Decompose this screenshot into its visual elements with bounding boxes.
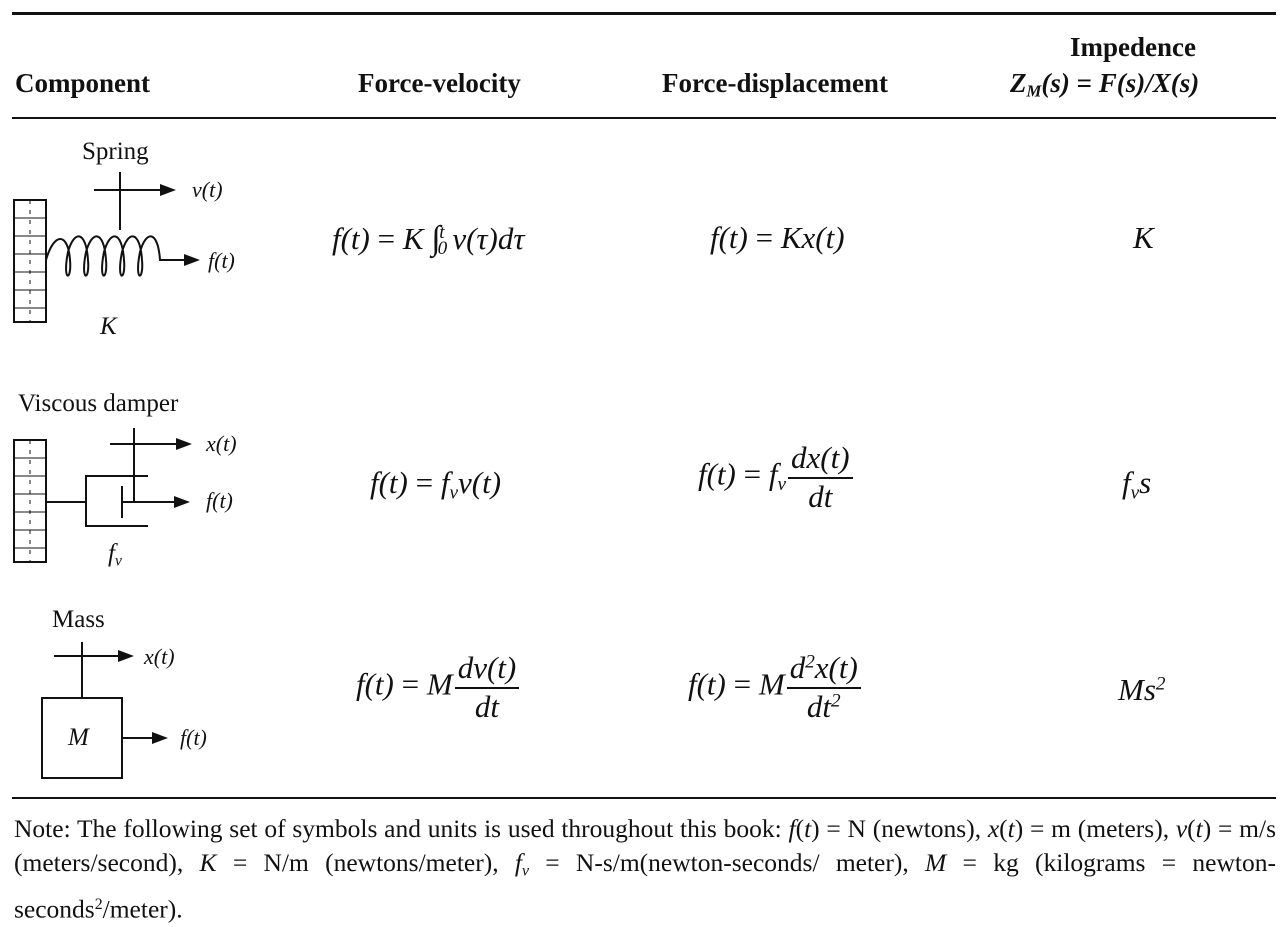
bottom-rule	[12, 797, 1276, 799]
component-label-mass: Mass	[52, 606, 105, 633]
top-rule	[12, 12, 1276, 15]
mass-displacement-label: x(t)	[144, 644, 175, 669]
mass-force-label: f(t)	[180, 725, 207, 750]
damper-coefficient-label: $f_v$	[108, 540, 122, 570]
header-component: Component	[15, 68, 151, 98]
header-rule	[12, 117, 1276, 119]
mass-force-displacement: f(t) = M $\frac{d^2x(t)}{dt^2}$	[688, 652, 863, 723]
header-impedance-title: Impedence	[1070, 32, 1196, 62]
spring-force-velocity: f(t) = K $\int_0^t$ v(τ)dτ	[332, 220, 525, 260]
mass-symbol-label: M	[68, 724, 89, 751]
damper-force-displacement: $f(t) = f_v$ $\frac{dx(t)}{dt}$	[698, 442, 855, 513]
spring-force-label: f(t)	[208, 248, 235, 273]
header-force-displacement: Force-displacement	[662, 68, 888, 98]
header-impedance-formula: $Z_M(s) = F(s)/X(s)$	[1010, 68, 1200, 101]
component-label-damper: Viscous damper	[18, 390, 179, 417]
header-force-velocity: Force-velocity	[358, 68, 521, 98]
mass-force-velocity: f(t) = M $\frac{dv(t)}{dt}$	[356, 652, 521, 723]
spring-force-displacement: f(t) = Kx(t)	[710, 220, 845, 255]
spring-velocity-label: v(t)	[192, 177, 223, 202]
spring-constant-label: K	[100, 313, 117, 340]
spring-impedance: K	[1133, 220, 1154, 255]
component-label-spring: Spring	[82, 138, 149, 165]
units-note: Note: The following set of symbols and units is used throughout this book: f(t) = N (newtons), x(t) = m (meters), v(t) = m/s (meters/second), K = N/m (newtons/meter), $f_v$ = N-s/m(newton-seconds/ meter), M = kg (kilograms = newton-seconds$^2$/meter).	[14, 814, 1277, 925]
damper-impedance: $f_vs$	[1122, 465, 1152, 504]
damper-force-label: f(t)	[206, 488, 233, 513]
mass-impedance: Ms$^2$	[1118, 672, 1166, 707]
damper-force-velocity: $f(t) = f_vv(t)$	[370, 465, 502, 504]
damper-displacement-label: x(t)	[206, 431, 237, 456]
